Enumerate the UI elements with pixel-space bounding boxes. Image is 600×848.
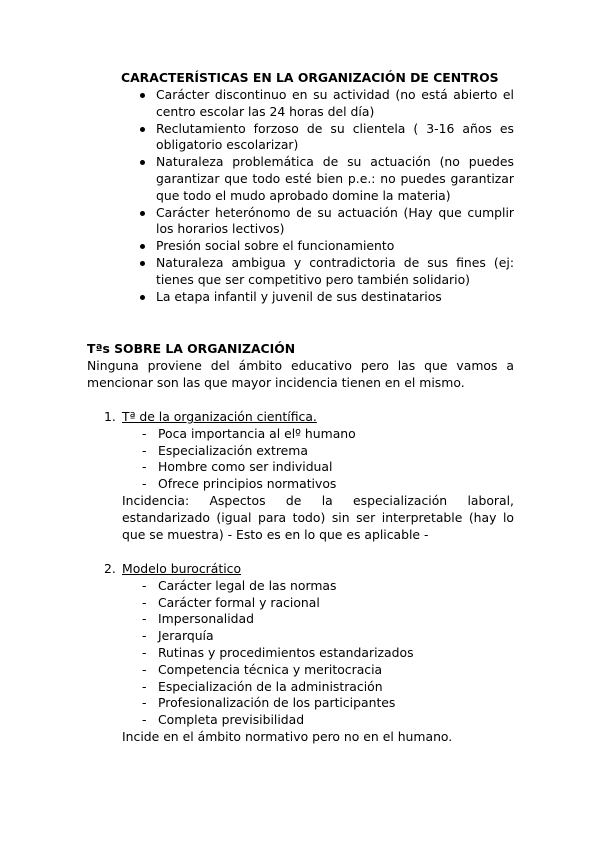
dash-marker: - (142, 695, 147, 711)
list-item: - Poca importancia al elº humano (142, 425, 356, 441)
list-item: - Jerarquía (142, 628, 214, 644)
characteristics-list (140, 87, 514, 305)
dash-marker: - (142, 628, 147, 644)
dash-marker: - (142, 678, 147, 694)
bullet-icon (140, 261, 145, 266)
dash-marker: - (142, 712, 147, 728)
section-title: CARACTERÍSTICAS EN LA ORGANIZACIÓN DE CENTROS (121, 70, 499, 85)
dash-marker: - (142, 459, 147, 475)
dash-marker: - (142, 476, 147, 492)
bullet-icon (140, 211, 145, 216)
list-item: - Ofrece principios normativos (142, 476, 337, 492)
theory-title: Modelo burocrático (122, 561, 242, 576)
dash-marker: - (142, 594, 147, 610)
bullet-icon (140, 295, 145, 300)
list-item: - Especialización extrema (142, 442, 308, 458)
list-item: La etapa infantil y juvenil de sus destinatarios (140, 289, 514, 306)
list-item: Carácter heterónomo de su actuación (Hay que cumplir los horarios lectivos) (140, 205, 514, 239)
bullet-icon (140, 244, 145, 249)
list-item: - Rutinas y procedimientos estandarizados (142, 644, 414, 660)
list-item: - Carácter formal y racional (142, 594, 320, 610)
list-item: - Profesionalización de los participantes (142, 695, 396, 711)
theories-title: Tªs SOBRE LA ORGANIZACIÓN (87, 341, 296, 356)
theory-items (142, 578, 534, 729)
dash-marker: - (142, 661, 147, 677)
dash-marker: - (142, 611, 147, 627)
bullet-icon (140, 93, 145, 98)
theory-heading (104, 409, 496, 426)
theory-number: 2. (104, 561, 116, 576)
list-item: Presión social sobre el funcionamiento (140, 238, 514, 255)
list-item: Carácter discontinuo en su actividad (no está abierto el centro escolar las 24 horas del día) (140, 87, 514, 121)
theory-bureaucratic (104, 561, 496, 746)
list-item: Reclutamiento forzoso de su clientela ( 3-16 años es obligatorio escolarizar) (140, 121, 514, 155)
list-item: - Competencia técnica y meritocracia (142, 661, 383, 677)
dash-marker: - (142, 577, 147, 593)
dash-marker: - (142, 644, 147, 660)
theory-note: Incide en el ámbito normativo pero no en el humano. (122, 728, 453, 744)
theory-title: Tª de la organización científica. (122, 409, 317, 424)
theory-note: Incidencia: Aspectos de la especialización laboral, estandarizado (igual para todo) sin ser interpretable (hay lo que se muestra) - Esto es en lo que es aplicable - (122, 492, 514, 542)
dash-marker: - (142, 442, 147, 458)
list-item: - Especialización de la administración (142, 678, 383, 694)
bullet-icon (140, 160, 145, 165)
dash-marker: - (142, 425, 147, 441)
theory-number: 1. (104, 409, 116, 424)
theory-items (142, 426, 534, 493)
theory-scientific (104, 409, 514, 543)
list-item: - Impersonalidad (142, 611, 254, 627)
list-item: - Completa previsibilidad (142, 712, 305, 728)
list-item: Naturaleza ambigua y contradictoria de sus fines (ej: tienes que ser competitivo pero también solidario) (140, 255, 514, 289)
list-item: - Carácter legal de las normas (142, 577, 337, 593)
theories-intro: Ninguna proviene del ámbito educativo pero las que vamos a mencionar son las que mayor incidencia tienen en el mismo. (87, 358, 514, 390)
list-item: - Hombre como ser individual (142, 459, 333, 475)
list-item: Naturaleza problemática de su actuación (no puedes garantizar que todo esté bien p.e.: no puedes garantizar que todo el mudo aprobado domine la materia) (140, 154, 514, 204)
bullet-icon (140, 127, 145, 132)
theory-heading (104, 561, 496, 578)
